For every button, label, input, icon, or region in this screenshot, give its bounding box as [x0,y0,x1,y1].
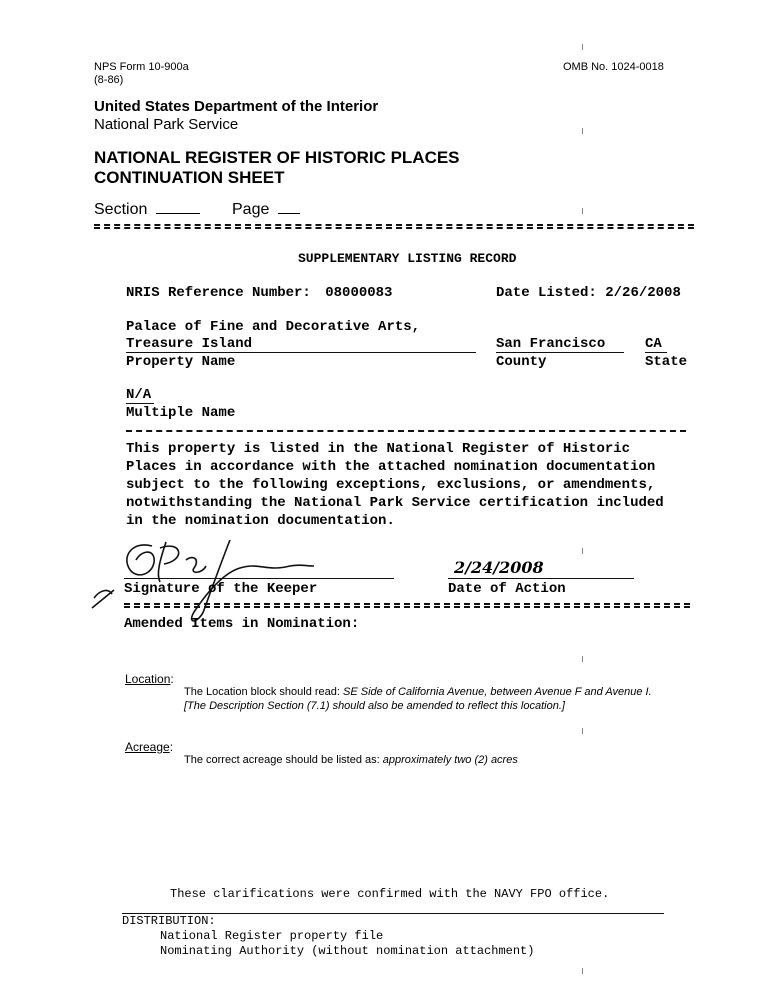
state-value: CA [645,336,662,352]
scan-mark [582,128,583,134]
date-of-action-line [448,578,634,579]
scan-mark [582,548,583,554]
date-of-action-label: Date of Action [448,581,566,597]
page-field [232,201,300,219]
page-label: Page [232,201,270,218]
agency-name: National Park Service [94,116,239,133]
acreage-text [184,754,518,766]
section-field [94,201,200,219]
scan-mark [582,968,583,974]
acreage-label: Acreage [125,740,170,754]
property-name-line2: Treasure Island [126,336,253,352]
acreage-text-prefix: The correct acreage should be listed as: [184,754,383,766]
statement-line: Places in accordance with the attached nomination documentation [126,459,656,475]
property-name-underline [126,352,476,353]
nris-reference [126,285,392,301]
header-divider [94,224,694,229]
nris-value: 08000083 [325,285,393,301]
form-number: NPS Form 10-900a [94,61,189,73]
acreage-text-value: approximately two (2) acres [382,754,518,766]
multiple-underline [126,403,154,404]
property-name-label: Property Name [126,354,236,370]
form-date: (8-86) [94,74,124,86]
county-underline [496,352,624,353]
county-label: County [496,354,547,370]
statement-line: subject to the following exceptions, exclusions, or amendments, [126,477,656,493]
page-blank [278,201,300,214]
handwritten-date: 2/24/2008 [454,558,544,577]
scan-mark [582,208,583,214]
property-name-line1: Palace of Fine and Decorative Arts, [126,319,421,335]
record-heading: SUPPLEMENTARY LISTING RECORD [298,251,517,266]
sheet-title-line1: NATIONAL REGISTER OF HISTORIC PLACES [94,148,460,167]
statement-line: This property is listed in the National Register of Historic [126,441,631,457]
amended-heading: Amended Items in Nomination: [124,616,360,632]
distribution-item: Nominating Authority (without nomination attachment) [160,944,535,958]
statement-line: notwithstanding the National Park Service certification included [126,495,664,511]
section-blank [156,201,200,214]
state-underline [645,352,667,353]
department-name: United States Department of the Interior [94,98,379,115]
state-label: State [645,354,688,370]
location-heading: Location: [125,672,174,686]
multiple-label: Multiple Name [126,405,236,421]
location-text-prefix: The Location block should read: [184,686,343,698]
section-label: Section [94,201,148,218]
scan-mark [582,44,583,50]
date-listed-label: Date Listed: [496,285,597,301]
multiple-value: N/A [126,387,152,403]
omb-number: OMB No. 1024-0018 [563,61,664,73]
scan-mark [582,656,583,662]
date-listed [496,285,681,301]
distribution-item: National Register property file [160,929,384,943]
distribution-label: DISTRIBUTION: [122,914,216,928]
date-listed-value: 2/26/2008 [605,285,681,301]
signature-line [124,578,394,579]
location-note: [The Description Section (7.1) should also be amended to reflect this location.] [184,700,565,712]
scan-mark [582,728,583,734]
location-text-value: SE Side of California Avenue, between Avenue F and Avenue I. [343,686,652,698]
keeper-signature [90,530,330,630]
sheet-title-line2: CONTINUATION SHEET [94,168,285,187]
listing-statement [126,440,664,530]
nris-label: NRIS Reference Number: [126,285,311,301]
location-label: Location [125,672,171,686]
amended-divider [124,603,690,608]
location-text [184,686,652,698]
clarification-note: These clarifications were confirmed with the NAVY FPO office. [170,887,610,901]
statement-line: in the nomination documentation. [126,513,395,529]
county-value: San Francisco [496,336,606,352]
record-divider [126,430,686,432]
signature-label: Signature of the Keeper [124,581,318,597]
acreage-heading: Acreage: [125,740,174,754]
